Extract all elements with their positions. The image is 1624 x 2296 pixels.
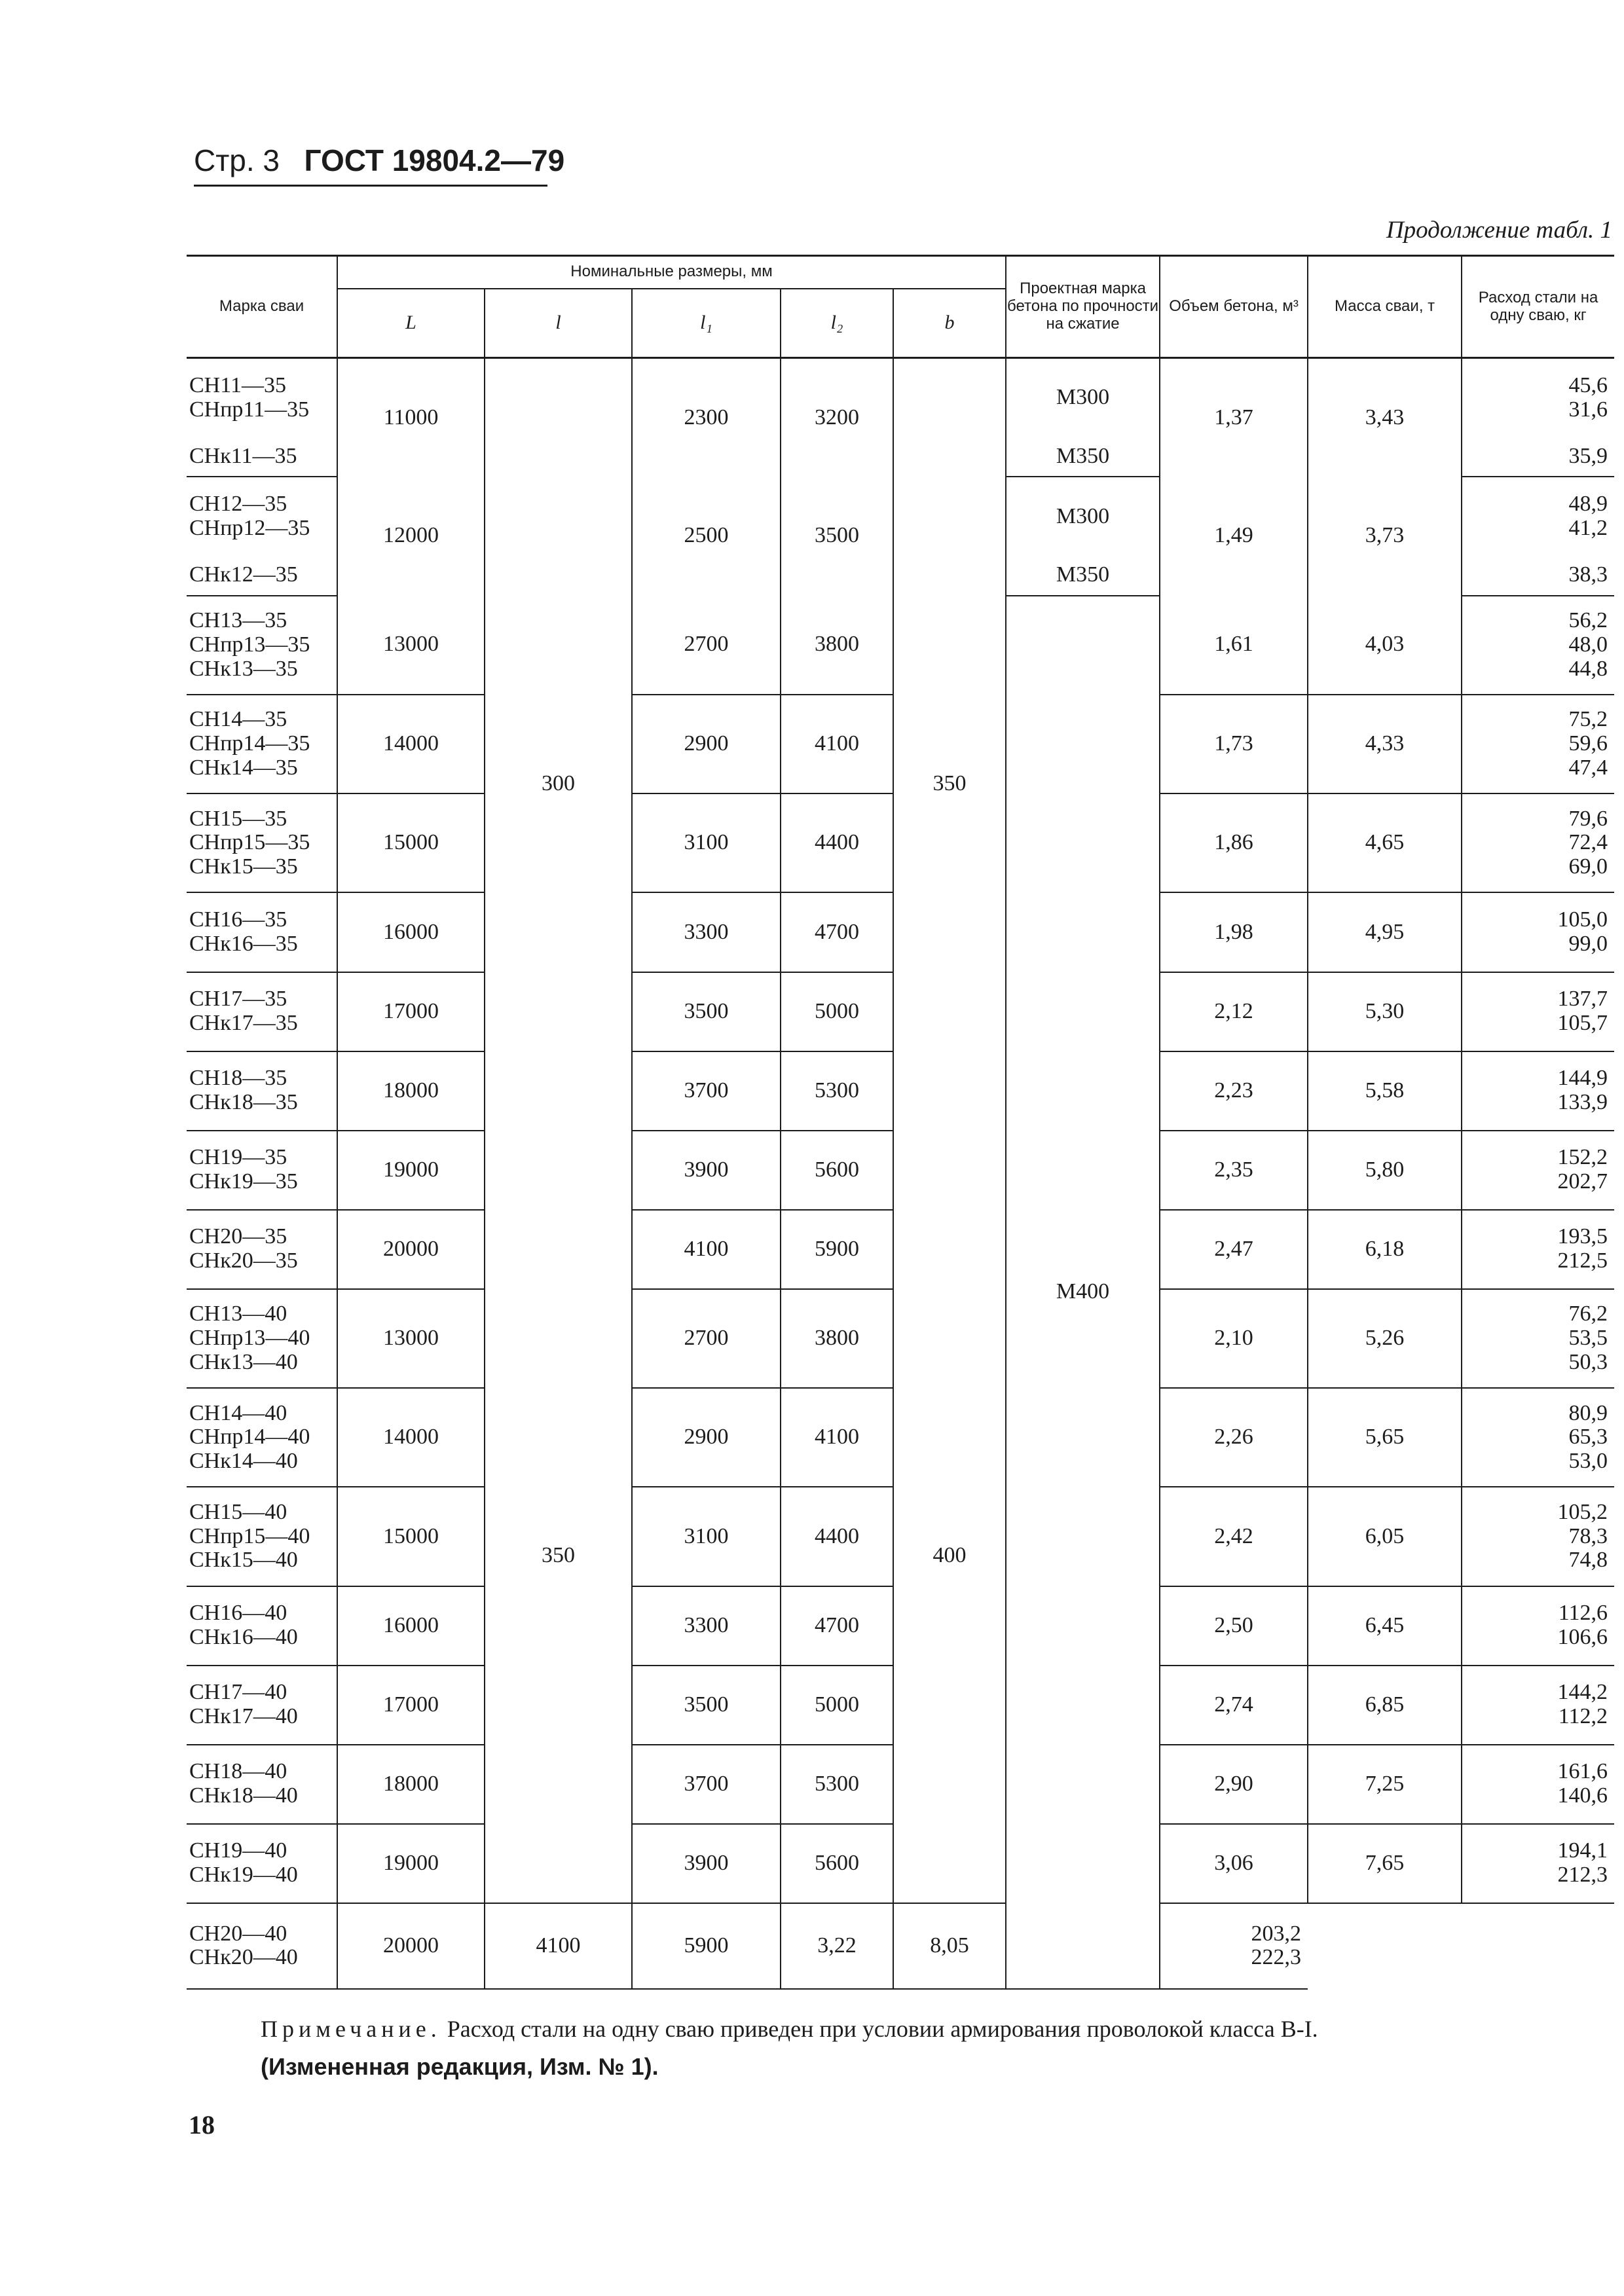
header-L: L (337, 289, 485, 358)
pile-mass: 4,03 (1308, 596, 1462, 695)
dim-l2: 4400 (781, 793, 893, 892)
pile-mass: 3,73 (1308, 477, 1462, 596)
header-volume: Объем бетона, м³ (1160, 256, 1308, 358)
steel-consumption: 193,5 212,5 (1462, 1210, 1614, 1289)
dim-l2: 4100 (781, 1388, 893, 1487)
pile-mark: СНк11—35 (187, 437, 337, 477)
footnote-label: Примечание. (261, 2016, 441, 2042)
footnote-text: Расход стали на одну сваю приведен при условии армирования проволокой класса В-I. (441, 2016, 1318, 2042)
pile-mass: 4,65 (1308, 793, 1462, 892)
dim-L: 15000 (337, 1487, 485, 1586)
dim-l1: 3300 (632, 892, 781, 972)
header-mass: Масса сваи, т (1308, 256, 1462, 358)
steel-consumption: 137,7 105,7 (1462, 972, 1614, 1051)
dim-l: 300 (485, 358, 632, 1210)
pile-mark: СН13—35 СНпр13—35 СНк13—35 (187, 596, 337, 695)
pile-mass: 4,33 (1308, 695, 1462, 793)
steel-consumption: 203,2 222,3 (1160, 1903, 1308, 1989)
footnote (261, 2015, 1318, 2043)
header-mark: Марка сваи (187, 256, 337, 358)
pile-mass: 6,45 (1308, 1586, 1462, 1666)
pile-mass: 6,85 (1308, 1666, 1462, 1745)
dim-l2: 3200 (781, 358, 893, 477)
pile-mass: 5,58 (1308, 1051, 1462, 1131)
concrete-grade: М400 (1006, 596, 1160, 1989)
header-steel: Расход стали на одну сваю, кг (1462, 256, 1614, 358)
header-grade: Проектная марка бетона по прочности на сжатие (1006, 256, 1160, 358)
pile-mark: СН12—35 СНпр12—35 (187, 477, 337, 556)
steel-consumption: 144,2 112,2 (1462, 1666, 1614, 1745)
dim-L: 12000 (337, 477, 485, 596)
pile-mark: СНк12—35 (187, 556, 337, 596)
dim-L: 13000 (337, 596, 485, 695)
dim-L: 20000 (337, 1903, 485, 1989)
pile-mass: 5,80 (1308, 1131, 1462, 1210)
concrete-grade: М350 (1006, 437, 1160, 477)
steel-consumption: 38,3 (1462, 556, 1614, 596)
dim-l2: 4100 (781, 695, 893, 793)
concrete-grade: М350 (1006, 556, 1160, 596)
page-label: Стр. 3 (194, 143, 280, 177)
pile-mark: СН20—35 СНк20—35 (187, 1210, 337, 1289)
pile-mass: 5,65 (1308, 1388, 1462, 1487)
steel-consumption: 56,2 48,0 44,8 (1462, 596, 1614, 695)
pile-mark: СН19—35 СНк19—35 (187, 1131, 337, 1210)
dim-l2: 4700 (781, 1586, 893, 1666)
pile-mark: СН17—35 СНк17—35 (187, 972, 337, 1051)
dim-b: 400 (893, 1210, 1006, 1903)
dim-l1: 3500 (632, 1666, 781, 1745)
concrete-volume: 1,86 (1160, 793, 1308, 892)
page-header (194, 143, 564, 178)
revision-note: (Измененная редакция, Изм. № 1). (261, 2053, 659, 2080)
header-b: b (893, 289, 1006, 358)
steel-consumption: 75,2 59,6 47,4 (1462, 695, 1614, 793)
table-body (187, 358, 1614, 1990)
steel-consumption: 45,6 31,6 (1462, 358, 1614, 437)
pile-spec-table (187, 255, 1614, 1990)
concrete-volume: 3,22 (781, 1903, 893, 1989)
pile-mark: СН19—40 СНк19—40 (187, 1824, 337, 1903)
dim-L: 14000 (337, 695, 485, 793)
concrete-volume: 2,74 (1160, 1666, 1308, 1745)
dim-l2: 5300 (781, 1745, 893, 1824)
pile-mass: 5,26 (1308, 1289, 1462, 1388)
table-continuation-caption: Продолжение табл. 1 (1386, 217, 1612, 244)
pile-mass: 7,65 (1308, 1824, 1462, 1903)
pile-mark: СН16—40 СНк16—40 (187, 1586, 337, 1666)
concrete-volume: 1,98 (1160, 892, 1308, 972)
header-underline (194, 185, 547, 187)
concrete-volume: 1,73 (1160, 695, 1308, 793)
concrete-volume: 2,23 (1160, 1051, 1308, 1131)
pile-mark: СН14—40 СНпр14—40 СНк14—40 (187, 1388, 337, 1487)
dim-l2: 5900 (632, 1903, 781, 1989)
pile-mass: 8,05 (893, 1903, 1006, 1989)
dim-b: 350 (893, 358, 1006, 1210)
pile-mark: СН11—35 СНпр11—35 (187, 358, 337, 437)
header-dimensions: Номинальные размеры, мм (337, 256, 1006, 289)
dim-L: 19000 (337, 1824, 485, 1903)
dim-l1: 2900 (632, 1388, 781, 1487)
dim-l1: 3900 (632, 1131, 781, 1210)
steel-consumption: 152,2 202,7 (1462, 1131, 1614, 1210)
concrete-volume: 3,06 (1160, 1824, 1308, 1903)
dim-l2: 5600 (781, 1824, 893, 1903)
table-row (187, 1903, 1614, 1989)
header-l2: l₂ (781, 289, 893, 358)
pile-mark: СН13—40 СНпр13—40 СНк13—40 (187, 1289, 337, 1388)
dim-L: 18000 (337, 1745, 485, 1824)
pile-mass: 4,95 (1308, 892, 1462, 972)
concrete-volume: 2,42 (1160, 1487, 1308, 1586)
steel-consumption: 48,9 41,2 (1462, 477, 1614, 556)
dim-L: 16000 (337, 1586, 485, 1666)
concrete-volume: 2,26 (1160, 1388, 1308, 1487)
concrete-volume: 2,50 (1160, 1586, 1308, 1666)
dim-l1: 2300 (632, 358, 781, 477)
concrete-volume: 2,12 (1160, 972, 1308, 1051)
dim-l1: 2700 (632, 1289, 781, 1388)
pile-mark: СН15—35 СНпр15—35 СНк15—35 (187, 793, 337, 892)
header-l: l (485, 289, 632, 358)
steel-consumption: 105,2 78,3 74,8 (1462, 1487, 1614, 1586)
dim-l1: 3500 (632, 972, 781, 1051)
table-row (187, 358, 1614, 437)
table-row (187, 1210, 1614, 1289)
concrete-grade: М300 (1006, 358, 1160, 437)
dim-l2: 4700 (781, 892, 893, 972)
dim-l1: 2900 (632, 695, 781, 793)
concrete-volume: 2,35 (1160, 1131, 1308, 1210)
steel-consumption: 105,0 99,0 (1462, 892, 1614, 972)
pile-mass: 5,30 (1308, 972, 1462, 1051)
dim-L: 19000 (337, 1131, 485, 1210)
dim-L: 17000 (337, 972, 485, 1051)
steel-consumption: 161,6 140,6 (1462, 1745, 1614, 1824)
standard-number: ГОСТ 19804.2—79 (304, 143, 565, 177)
pile-mark: СН18—40 СНк18—40 (187, 1745, 337, 1824)
pile-mass: 7,25 (1308, 1745, 1462, 1824)
steel-consumption: 144,9 133,9 (1462, 1051, 1614, 1131)
header-l1: l₁ (632, 289, 781, 358)
dim-L: 16000 (337, 892, 485, 972)
page-number: 18 (189, 2110, 215, 2140)
pile-mark: СН16—35 СНк16—35 (187, 892, 337, 972)
pile-mark: СН15—40 СНпр15—40 СНк15—40 (187, 1487, 337, 1586)
steel-consumption: 194,1 212,3 (1462, 1824, 1614, 1903)
dim-l2: 3800 (781, 1289, 893, 1388)
dim-l1: 4100 (632, 1210, 781, 1289)
dim-L: 13000 (337, 1289, 485, 1388)
dim-l1: 2700 (632, 596, 781, 695)
concrete-volume: 2,90 (1160, 1745, 1308, 1824)
dim-L: 14000 (337, 1388, 485, 1487)
pile-mark: СН14—35 СНпр14—35 СНк14—35 (187, 695, 337, 793)
dim-l2: 5300 (781, 1051, 893, 1131)
pile-mass: 6,18 (1308, 1210, 1462, 1289)
concrete-volume: 2,47 (1160, 1210, 1308, 1289)
dim-l2: 4400 (781, 1487, 893, 1586)
dim-L: 20000 (337, 1210, 485, 1289)
steel-consumption: 76,2 53,5 50,3 (1462, 1289, 1614, 1388)
dim-L: 17000 (337, 1666, 485, 1745)
pile-mark: СН17—40 СНк17—40 (187, 1666, 337, 1745)
dim-L: 15000 (337, 793, 485, 892)
dim-l1: 3700 (632, 1745, 781, 1824)
dim-l1: 4100 (485, 1903, 632, 1989)
concrete-grade: М300 (1006, 477, 1160, 556)
dim-l2: 3500 (781, 477, 893, 596)
steel-consumption: 35,9 (1462, 437, 1614, 477)
dim-L: 11000 (337, 358, 485, 477)
steel-consumption: 112,6 106,6 (1462, 1586, 1614, 1666)
steel-consumption: 80,9 65,3 53,0 (1462, 1388, 1614, 1487)
dim-L: 18000 (337, 1051, 485, 1131)
dim-l1: 3900 (632, 1824, 781, 1903)
dim-l2: 5900 (781, 1210, 893, 1289)
dim-l1: 3100 (632, 1487, 781, 1586)
dim-l: 350 (485, 1210, 632, 1903)
pile-mass: 6,05 (1308, 1487, 1462, 1586)
steel-consumption: 79,6 72,4 69,0 (1462, 793, 1614, 892)
dim-l2: 5000 (781, 972, 893, 1051)
dim-l2: 3800 (781, 596, 893, 695)
concrete-volume: 2,10 (1160, 1289, 1308, 1388)
dim-l1: 2500 (632, 477, 781, 596)
concrete-volume: 1,61 (1160, 596, 1308, 695)
dim-l2: 5000 (781, 1666, 893, 1745)
concrete-volume: 1,49 (1160, 477, 1308, 596)
dim-l1: 3100 (632, 793, 781, 892)
pile-mark: СН20—40 СНк20—40 (187, 1903, 337, 1989)
dim-l1: 3300 (632, 1586, 781, 1666)
pile-mass: 3,43 (1308, 358, 1462, 477)
concrete-volume: 1,37 (1160, 358, 1308, 477)
pile-mark: СН18—35 СНк18—35 (187, 1051, 337, 1131)
dim-l2: 5600 (781, 1131, 893, 1210)
dim-l1: 3700 (632, 1051, 781, 1131)
